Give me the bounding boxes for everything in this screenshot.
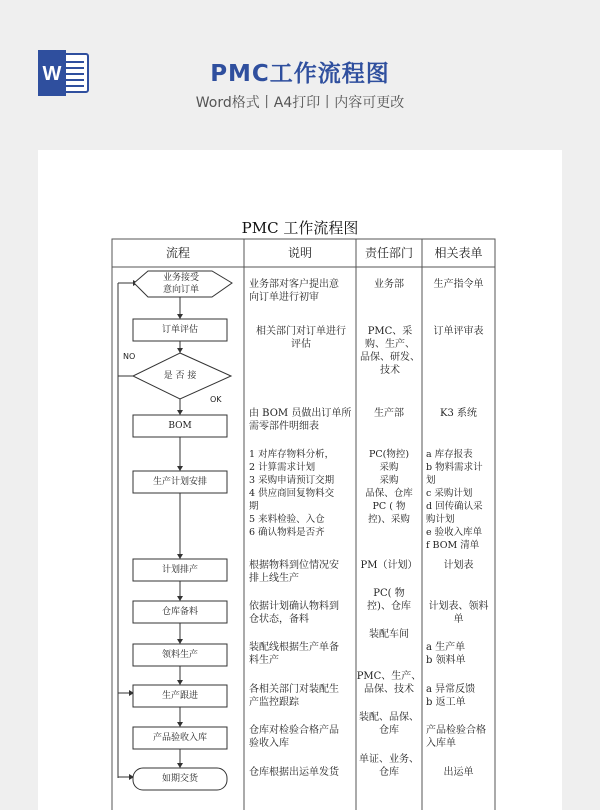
flow-node-decision: 是 否 接 [163, 371, 197, 381]
page-subtitle: Word格式丨A4打印丨内容可更改 [195, 95, 405, 111]
row-forms: a 库存报表 b 物料需求计 划 c 采购计划 d 回传确认采 购计划 e 验收入库单 f BOM 清单 [426, 449, 483, 551]
document-title: PMC 工作流程图 [241, 219, 359, 237]
row-description: 业务部对客户提出意 向订单进行初审 [249, 279, 339, 303]
row-forms: 出运单 [443, 767, 474, 778]
no-label: NO [123, 352, 136, 361]
flow-node-pick: 领料生产 [161, 650, 198, 660]
flow-node-purchase: 生产计划安排 [152, 477, 207, 487]
row-department: 单证、业务、 仓库 [359, 754, 419, 778]
row-forms: 计划表 [443, 560, 474, 571]
flow-node-bom: BOM [168, 421, 192, 431]
flow-node-schedule: 计划排产 [161, 565, 198, 575]
flow-node-stock: 仓库备料 [161, 607, 198, 617]
row-description: 各相关部门对装配生 产监控跟踪 [249, 684, 339, 708]
svg-text:W: W [42, 63, 62, 85]
row-forms: 计划表、领料 单 [428, 601, 489, 625]
row-department: PC(物控) 采购 采购 品保、仓库 PC ( 物 控)、采购 [365, 449, 413, 525]
page-title: PMC工作流程图 [210, 61, 390, 87]
column-header-department: 责任部门 [364, 246, 413, 260]
column-header-flow: 流程 [165, 246, 190, 260]
row-department: 装配车间 [369, 629, 409, 640]
ok-label: OK [210, 395, 222, 404]
row-forms: 生产指令单 [433, 279, 484, 290]
row-forms: K3 系统 [439, 408, 477, 419]
flow-node-start: 业务接受 意向订单 [162, 273, 199, 295]
row-department: 生产部 [374, 408, 404, 419]
row-forms: a 生产单 b 领料单 [426, 642, 466, 666]
row-department: PC( 物 控)、仓库 [367, 588, 411, 612]
row-description: 由 BOM 员做出订单所 需零部件明细表 [249, 408, 352, 432]
preview-header [0, 0, 600, 148]
row-description: 1 对库存物料分析， 2 计算需求计划 3 采购申请预订交期 4 供应商回复物料交 期 5 来料检验、入仓 6 确认物料是否齐 [249, 449, 335, 538]
row-description: 仓库对检验合格产品 验收入库 [249, 725, 339, 749]
row-department: PM（计划） [360, 560, 418, 571]
row-forms: 产品检验合格 入库单 [426, 725, 486, 749]
row-description: 依据计划确认物料到 仓状态，备料 [249, 601, 339, 625]
row-description: 根据物料到位情况安 排上线生产 [249, 560, 339, 584]
column-header-description: 说明 [287, 246, 312, 260]
row-forms: 订单评审表 [433, 326, 484, 337]
row-department: 装配、品保、 仓库 [359, 712, 419, 736]
row-department: PMC、生产、 品保、技术 [356, 671, 422, 695]
document-page [38, 150, 562, 810]
row-description: 相关部门对订单进行 评估 [256, 326, 346, 350]
flow-node-review: 订单评估 [161, 325, 198, 335]
flow-node-inspect: 产品验收入库 [152, 733, 207, 743]
row-description: 装配线根据生产单备 料生产 [249, 642, 339, 666]
row-department: PMC、采 购、生产、 品保、研发、 技术 [360, 326, 420, 376]
column-header-forms: 相关表单 [434, 246, 483, 260]
row-description: 仓库根据出运单发货 [249, 767, 339, 778]
row-forms: a 异常反馈 b 返工单 [426, 684, 476, 708]
flow-node-deliver: 如期交货 [161, 774, 198, 784]
row-department: 业务部 [374, 279, 404, 290]
flow-node-track: 生产跟进 [161, 691, 198, 701]
